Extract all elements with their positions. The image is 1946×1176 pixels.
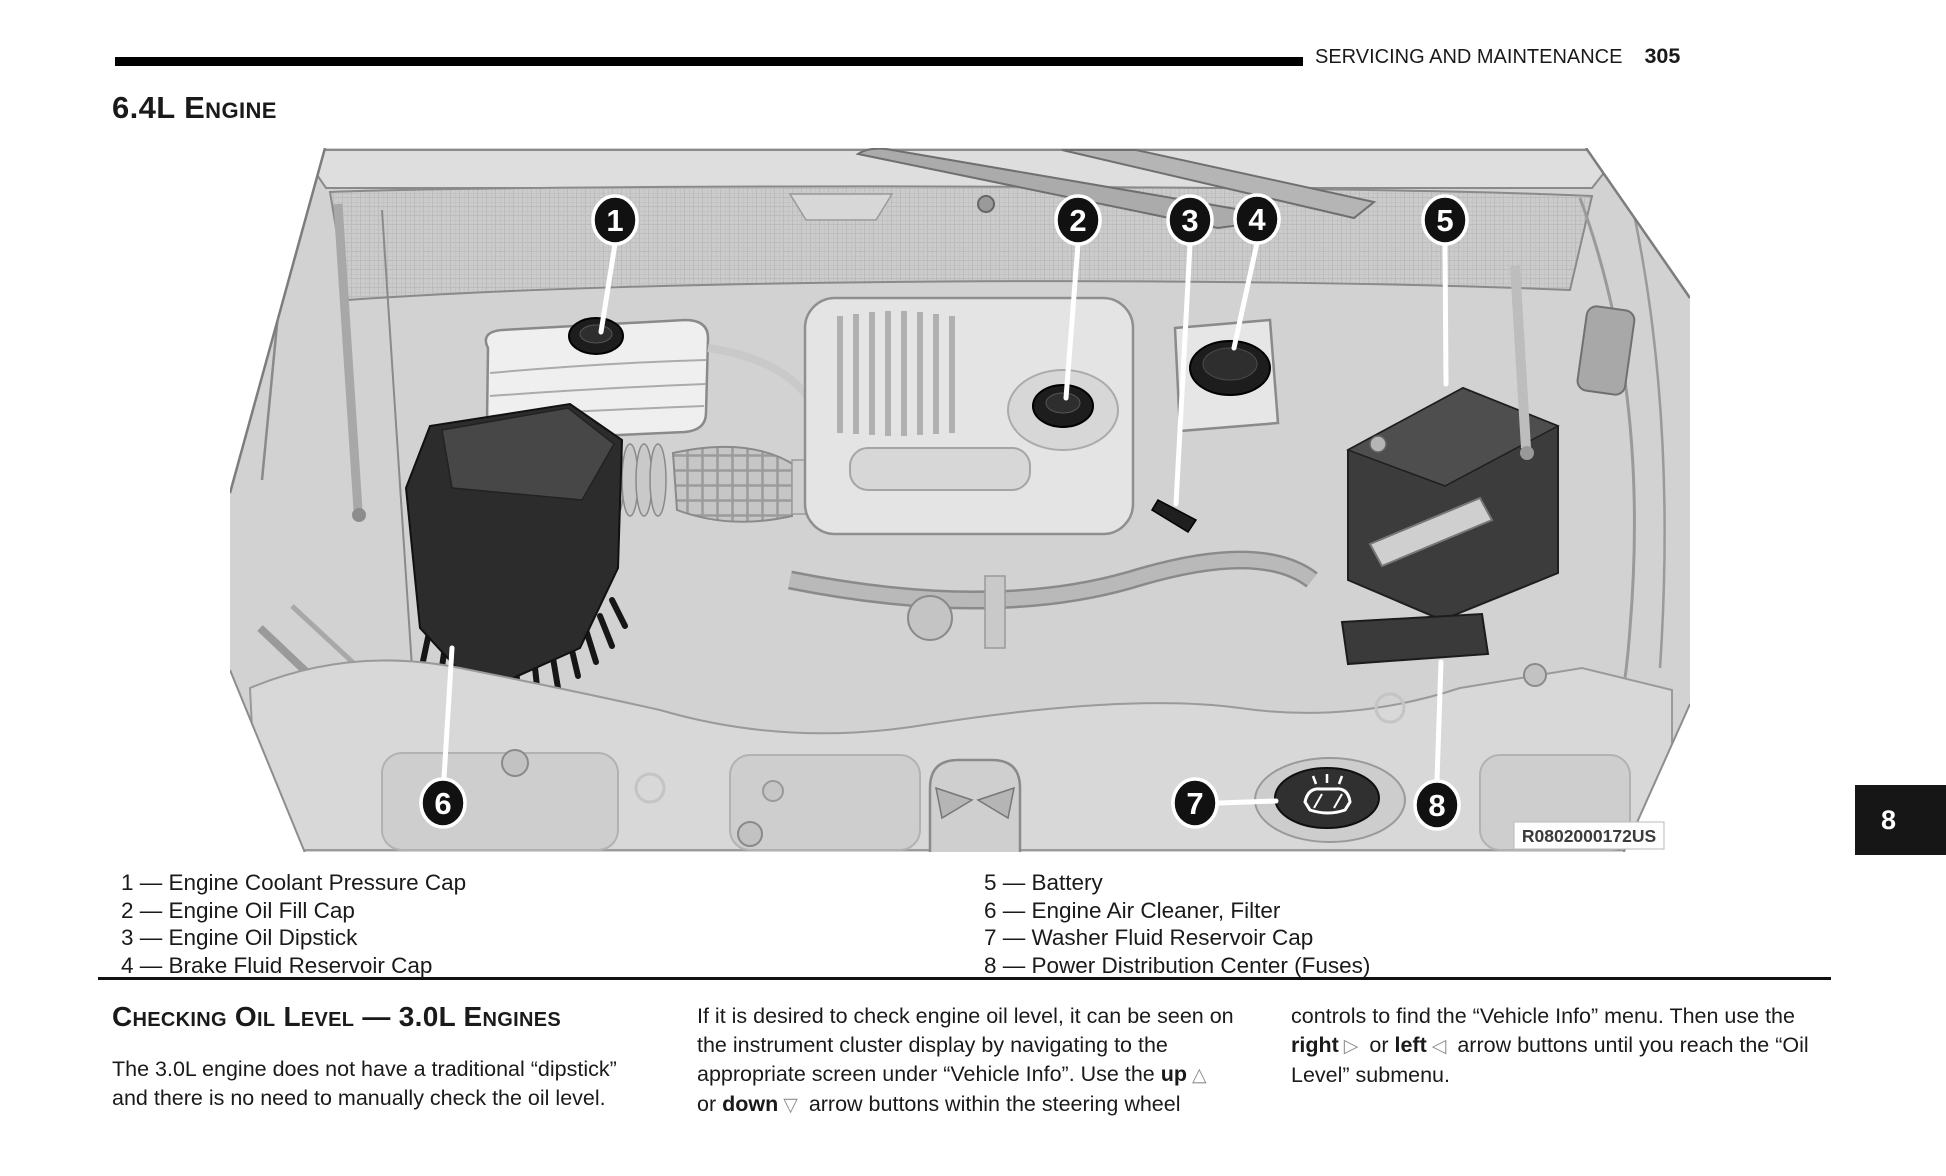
up-arrow-icon: △ [1192, 1065, 1207, 1086]
up-button-label: up [1160, 1062, 1187, 1086]
chapter-tab [1855, 785, 1946, 855]
right-button-label: right [1291, 1033, 1339, 1057]
legend-item: 5 — Battery [984, 870, 1103, 895]
oil-level-column-1 [112, 1002, 639, 1113]
oil-section-paragraph-2 [697, 1002, 1234, 1120]
oil-section-paragraph-3 [1291, 1002, 1831, 1090]
svg-text:8: 8 [1428, 788, 1446, 823]
left-arrow-icon: ◁ [1431, 1036, 1447, 1057]
engine-illustration [230, 148, 1690, 865]
coolant-pressure-cap [569, 318, 623, 354]
legend-item: 1 — Engine Coolant Pressure Cap [121, 870, 467, 895]
legend-item: 2 — Engine Oil Fill Cap [121, 897, 355, 923]
ref-label [1514, 822, 1664, 849]
legend-item: 8 — Power Distribution Center (Fuses) [984, 952, 1371, 978]
oil-fill-cap [1033, 385, 1093, 427]
section-title: 6.4L Engine [112, 90, 277, 125]
diagram-legend-left [121, 869, 466, 979]
left-button-label: left [1394, 1033, 1427, 1057]
oil-level-column-3 [1291, 1002, 1831, 1090]
callout-badge-2 [1056, 196, 1100, 244]
down-arrow-icon: ▽ [783, 1095, 798, 1116]
callout-badge-6 [421, 779, 465, 827]
down-button-label: down [722, 1092, 779, 1116]
power-distribution-center [1342, 614, 1488, 664]
running-header-title: SERVICING AND MAINTENANCE [1315, 46, 1623, 68]
svg-text:2: 2 [1069, 203, 1087, 238]
svg-text:1: 1 [606, 203, 624, 238]
header-rule [115, 57, 1303, 66]
text-run: arrow buttons within the steering wheel [802, 1092, 1181, 1116]
right-arrow-icon: ▷ [1343, 1036, 1359, 1057]
legend-item: 4 — Brake Fluid Reservoir Cap [121, 952, 433, 978]
callout-badge-4 [1235, 195, 1279, 243]
legend-item: 7 — Washer Fluid Reservoir Cap [984, 925, 1314, 950]
oil-level-column-2 [697, 1002, 1234, 1120]
page-number: 305 [1644, 44, 1681, 68]
callout-badge-1 [593, 196, 637, 244]
text-run: If it is desired to check engine oil level, it can be seen on the instrument cluster display by navigating to the appropriate screen under “Vehicle Info”. Use the [697, 1004, 1234, 1086]
callout-badge-7 [1173, 779, 1217, 827]
text-run: controls to find the “Vehicle Info” menu. Then use the [1291, 1004, 1795, 1028]
callout-badge-5 [1423, 196, 1467, 244]
svg-text:5: 5 [1436, 203, 1454, 238]
oil-section-paragraph-1: The 3.0L engine does not have a traditional “dipstick” and there is no need to manually check the oil level. [112, 1057, 617, 1110]
oil-section-title: Checking Oil Level — 3.0L Engines [112, 1001, 562, 1032]
callout-badge-3 [1168, 196, 1212, 244]
text-run: arrow buttons until you reach the “Oil Level” submenu. [1291, 1033, 1809, 1087]
brake-fluid-cap [1190, 341, 1270, 395]
svg-text:6: 6 [434, 786, 452, 821]
diagram-legend-right [984, 869, 1370, 979]
legend-item: 3 — Engine Oil Dipstick [121, 925, 358, 950]
chapter-tab-label: 8 [1881, 804, 1897, 835]
legend-item: 6 — Engine Air Cleaner, Filter [984, 897, 1281, 923]
running-header [1315, 44, 1680, 69]
section-divider [98, 977, 1831, 980]
svg-text:3: 3 [1181, 203, 1199, 238]
svg-text:4: 4 [1248, 202, 1266, 237]
callout-badge-8 [1415, 781, 1459, 829]
svg-text:7: 7 [1186, 786, 1204, 821]
text-run: or [1363, 1033, 1395, 1057]
svg-text:R0802000172US: R0802000172US [1521, 826, 1657, 846]
text-run: or [697, 1092, 723, 1116]
engine-bay-diagram [230, 148, 1690, 865]
